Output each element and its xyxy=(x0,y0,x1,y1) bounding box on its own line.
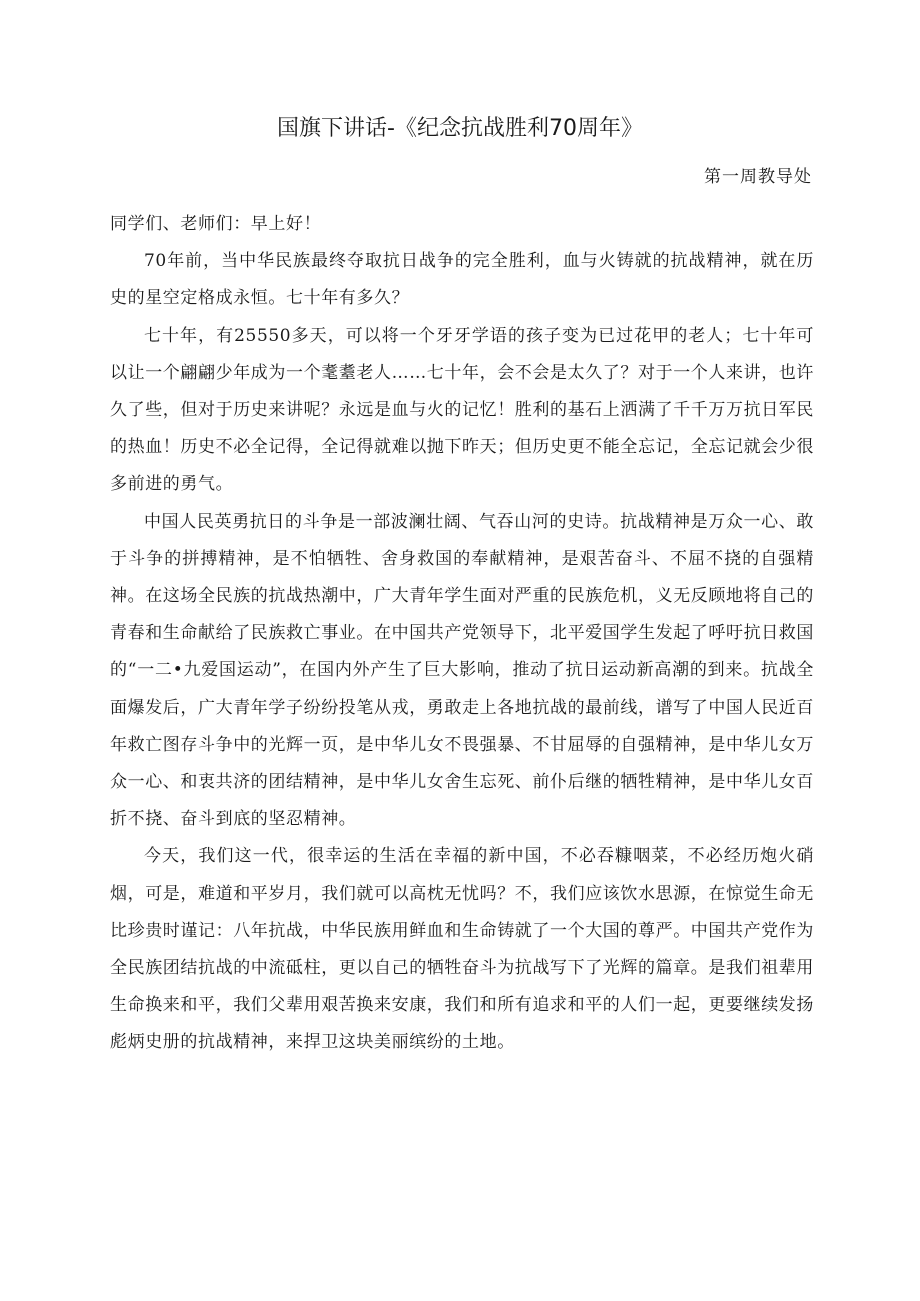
paragraph-1: 70年前，当中华民族最终夺取抗日战争的完全胜利，血与火铸就的抗战精神，就在历史的星空定格成永恒。七十年有多久？ xyxy=(110,251,814,309)
paragraph-4: 今天，我们这一代，很幸运的生活在幸福的新中国，不必吞糠咽菜，不必经历炮火硝烟，可是，难道和平岁月，我们就可以高枕无忧吗？不，我们应该饮水思源，在惊觉生命无比珍贵时谨记：八年抗战，中华民族用鲜血和生命铸就了一个大国的尊严。中国共产党作为全民族团结抗战的中流砥柱，更以自己的牺牲奋斗为抗战写下了光辉的篇章。是我们祖辈用生命换来和平，我们父辈用艰苦换来安康，我们和所有追求和平的人们一起，更要继续发扬彪炳史册的抗战精神，来捍卫这块美丽缤纷的土地。 xyxy=(110,846,814,1053)
paragraph-3: 中国人民英勇抗日的斗争是一部波澜壮阔、气吞山河的史诗。抗战精神是万众一心、敢于斗争的拼搏精神，是不怕牺牲、舍身救国的奉献精神，是艰苦奋斗、不屈不挠的自强精神。在这场全民族的抗战热潮中，广大青年学生面对严重的民族危机，义无反顾地将自己的青春和生命献给了民族救亡事业。在中国共产党领导下，北平爱国学生发起了呼吁抗日救国的“一二•九爱国运动”，在国内外产生了巨大影响，推动了抗日运动新高潮的到来。抗战全面爆发后，广大青年学子纷纷投笔从戎，勇敢走上各地抗战的最前线，谱写了中国人民近百年救亡图存斗争中的光辉一页，是中华儿女不畏强暴、不甘屈辱的自强精神，是中华儿女万众一心、和衷共济的团结精神，是中华儿女舍生忘死、前仆后继的牺牲精神，是中华儿女百折不挠、奋斗到底的坚忍精神。 xyxy=(110,511,814,830)
document-byline: 第一周教导处 xyxy=(704,167,812,187)
paragraph-2: 七十年，有25550多天，可以将一个牙牙学语的孩子变为已过花甲的老人；七十年可以让一个翩翩少年成为一个耄耋老人……七十年，会不会是太久了？对于一个人来讲，也许久了些，但对于历史来讲呢？永远是血与火的记忆！胜利的基石上洒满了千千万万抗日军民的热血！历史不必全记得，全记得就难以抛下昨天；但历史更不能全忘记，全忘记就会少很多前进的勇气。 xyxy=(110,325,814,495)
document-title: 国旗下讲话-《纪念抗战胜利70周年》 xyxy=(277,116,643,141)
document-body xyxy=(110,206,814,1062)
salutation: 同学们、老师们：早上好！ xyxy=(110,214,322,234)
